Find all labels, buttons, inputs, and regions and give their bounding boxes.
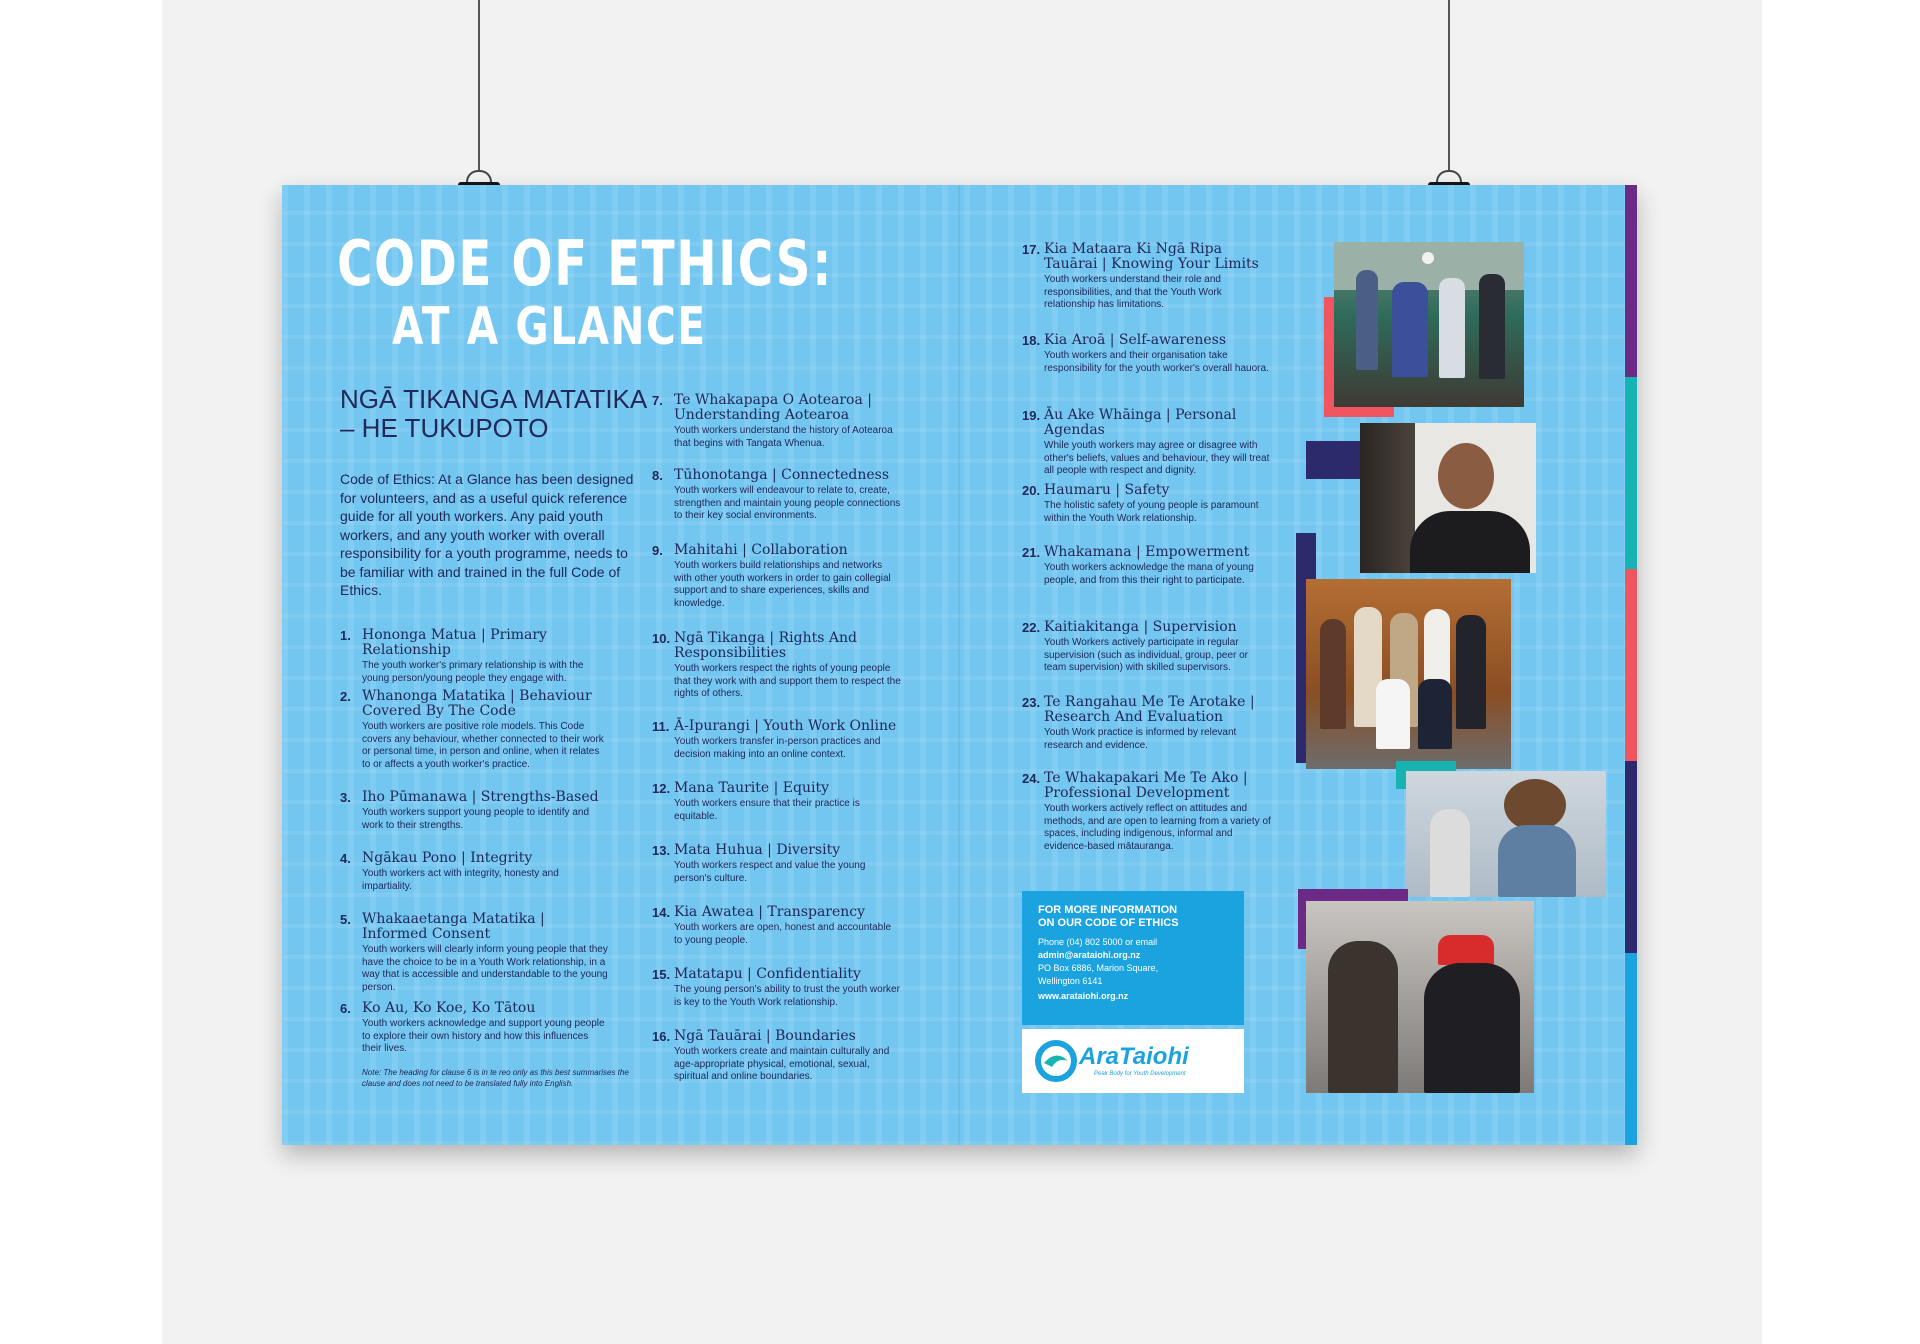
photo-speaker-1 <box>1328 941 1398 1093</box>
clause-description: Youth workers support young people to identify and work to their strengths. <box>362 807 590 831</box>
clause-heading: Matatapu | Confidentiality <box>674 966 861 982</box>
photo-friend-hair <box>1504 779 1566 831</box>
photo-red-cap <box>1438 935 1494 965</box>
edge-bar-coral <box>1625 569 1637 761</box>
clause-description: The young person's ability to trust the youth worker is key to the Youth Work relationship. <box>674 984 900 1008</box>
logo-tagline: Peak Body for Youth Development <box>1094 1071 1186 1077</box>
clause-1 <box>340 628 610 685</box>
accent-navy-1 <box>1306 441 1364 479</box>
clause-heading: Mahitahi | Collaboration <box>674 542 848 558</box>
clause-heading: Hononga Matua | Primary Relationship <box>362 627 547 658</box>
clause-2 <box>340 689 610 771</box>
contact-info-box <box>1022 891 1244 1025</box>
clause-description: Youth workers transfer in-person practices and decision making into an online context. <box>674 736 881 760</box>
clause-number: 13. <box>652 843 671 858</box>
clause-description: While youth workers may agree or disagree with other's beliefs, values and behaviour, they will treat all people with respect and dignity. <box>1044 440 1270 476</box>
clause-7 <box>652 393 902 450</box>
clause-heading: Whakamana | Empowerment <box>1044 544 1250 560</box>
clause-heading: Kia Awatea | Transparency <box>674 904 866 920</box>
clause-number: 4. <box>340 851 351 866</box>
clause-description: The youth worker's primary relationship is with the young person/young people they engage with. <box>362 660 584 684</box>
clause-10 <box>652 631 902 701</box>
clause-13 <box>652 843 902 885</box>
clause-19 <box>1022 408 1272 478</box>
clause-20 <box>1022 483 1272 525</box>
photo-team-group <box>1306 579 1511 769</box>
clause-5 <box>340 912 610 994</box>
clause-17 <box>1022 242 1272 312</box>
clause-number: 20. <box>1022 483 1041 498</box>
clause-6 <box>340 1001 610 1056</box>
clause-number: 17. <box>1022 242 1041 257</box>
clause-heading: Kia Aroā | Self-awareness <box>1044 332 1227 348</box>
clause-8 <box>652 468 902 523</box>
clause-heading: Mana Taurite | Equity <box>674 780 830 796</box>
clause-4 <box>340 851 610 893</box>
subtitle-line1: NGĀ TIKANGA MATATIKA <box>340 384 648 414</box>
poster <box>282 185 1637 1145</box>
clause-heading: Whanonga Matatika | Behaviour Covered By The Code <box>362 688 592 719</box>
photo-face <box>1438 443 1494 509</box>
clause-description: The holistic safety of young people is paramount within the Youth Work relationship. <box>1044 500 1259 524</box>
intro-paragraph: Code of Ethics: At a Glance has been designed for volunteers, and as a useful quick reference guide for all youth workers. Any paid youth workers, and any youth worker with overall responsibility for a youth programme, needs to be familiar with and trained in the full Code of Ethics. <box>340 471 634 598</box>
photo-friend-1 <box>1430 809 1470 897</box>
clause-number: 2. <box>340 689 351 704</box>
photo-friend-2 <box>1498 825 1576 897</box>
clause-heading: Tūhonotanga | Connectedness <box>674 467 890 483</box>
clause-number: 9. <box>652 543 663 558</box>
clause-number: 19. <box>1022 408 1041 423</box>
photo-team-member-1 <box>1320 619 1346 729</box>
clause-heading: Āu Ake Whāinga | Personal Agendas <box>1044 407 1237 438</box>
info-heading-line1: FOR MORE INFORMATION <box>1038 904 1178 916</box>
clause-heading: Ngākau Pono | Integrity <box>362 850 533 866</box>
clause-number: 14. <box>652 905 671 920</box>
clause-number: 6. <box>340 1001 351 1016</box>
clause-description: Youth workers understand their role and responsibilities, and that the Youth Work relationship has limitations. <box>1044 274 1222 310</box>
edge-bar-navy <box>1625 761 1637 953</box>
poster-subtitle <box>340 385 647 443</box>
info-phone: Phone (04) 802 5000 or email <box>1038 937 1158 947</box>
clause-number: 1. <box>340 628 351 643</box>
photo-team-member-5 <box>1456 615 1486 729</box>
clause-18 <box>1022 333 1272 375</box>
clause-number: 7. <box>652 393 663 408</box>
clause-heading: Mata Huhua | Diversity <box>674 842 841 858</box>
clause-number: 12. <box>652 781 671 796</box>
clause-6-note: Note: The heading for clause 6 is in te reo only as this best summarises the clause and does not need to be translated fully into English. <box>362 1068 629 1088</box>
clause-description: Youth workers will endeavour to relate to, create, strengthen and maintain young people connections to their key social environments. <box>674 485 901 521</box>
clause-3 <box>340 790 610 832</box>
clause-number: 16. <box>652 1029 671 1044</box>
clause-description: Youth workers respect the rights of young people that they work with and support them to respect the rights of others. <box>674 663 901 699</box>
clause-description: Youth Work practice is informed by relevant research and evidence. <box>1044 727 1237 751</box>
clause-heading: Iho Pūmanawa | Strengths-Based <box>362 789 599 805</box>
photo-carving <box>1360 423 1415 573</box>
clause-number: 3. <box>340 790 351 805</box>
clause-heading: Te Whakapakari Me Te Ako | Professional Development <box>1044 770 1248 801</box>
info-email[interactable]: admin@arataiohi.org.nz <box>1038 950 1141 960</box>
clause-heading: Te Rangahau Me Te Arotake | Research And Evaluation <box>1044 694 1255 725</box>
clause-number: 24. <box>1022 771 1041 786</box>
clause-heading: Ngā Tauārai | Boundaries <box>674 1028 856 1044</box>
clause-14 <box>652 905 902 947</box>
clause-heading: Haumaru | Safety <box>1044 482 1170 498</box>
clause-description: Youth workers acknowledge the mana of young people, and from this their right to participate. <box>1044 562 1254 586</box>
photo-person-3 <box>1439 278 1465 378</box>
clause-heading: Te Whakapapa O Aotearoa | Understanding Aotearoa <box>674 392 872 423</box>
photo-basketball-group <box>1334 242 1524 407</box>
hanging-string-left <box>478 0 480 172</box>
photo-person-2 <box>1392 282 1428 377</box>
photo-ball <box>1422 252 1434 264</box>
info-website[interactable]: www.arataiohi.org.nz <box>1038 991 1129 1001</box>
info-heading-line2: ON OUR CODE OF ETHICS <box>1038 917 1179 929</box>
clause-12 <box>652 781 902 823</box>
clause-description: Youth workers respect and value the young person's culture. <box>674 860 866 884</box>
clause-description: Youth Workers actively participate in regular supervision (such as individual, group, peer or team supervision) with skilled supervisors. <box>1044 637 1248 673</box>
clause-number: 22. <box>1022 620 1041 635</box>
clause-description: Youth workers ensure that their practice is equitable. <box>674 798 860 822</box>
clause-number: 23. <box>1022 695 1041 710</box>
photo-person-4 <box>1479 274 1505 379</box>
edge-bar-teal <box>1625 377 1637 569</box>
photo-speaker-2 <box>1424 963 1520 1093</box>
poster-title-line1: CODE OF ETHICS: <box>337 227 834 300</box>
wave-logo-icon <box>1034 1039 1078 1083</box>
clause-9 <box>652 543 902 610</box>
photo-shirt <box>1410 511 1530 573</box>
clause-heading: Whakaaetanga Matatika | Informed Consent <box>362 911 545 942</box>
clause-description: Youth workers build relationships and networks with other youth workers in order to gain collegial support and to share experiences, skills and knowledge. <box>674 560 891 609</box>
clause-heading: Ngā Tikanga | Rights And Responsibilities <box>674 630 857 661</box>
clause-number: 18. <box>1022 333 1041 348</box>
info-address-line2: Wellington 6141 <box>1038 976 1103 986</box>
edge-bar-blue <box>1625 953 1637 1145</box>
clause-description: Youth workers and their organisation take responsibility for the youth worker's overall hauora. <box>1044 350 1269 374</box>
hanging-string-right <box>1448 0 1450 172</box>
info-address-line1: PO Box 6886, Marion Square, <box>1038 963 1159 973</box>
clause-23 <box>1022 695 1272 752</box>
photo-man-portrait <box>1360 423 1536 573</box>
clause-16 <box>652 1029 902 1084</box>
clause-24 <box>1022 771 1272 853</box>
edge-bar-purple <box>1625 185 1637 377</box>
subtitle-line2: – HE TUKUPOTO <box>340 413 549 443</box>
clause-number: 5. <box>340 912 351 927</box>
photo-laughing-friends <box>1406 771 1606 897</box>
arataiohi-logo <box>1022 1029 1244 1093</box>
clause-number: 11. <box>652 719 670 734</box>
clause-description: Youth workers create and maintain culturally and age-appropriate physical, emotional, sexual, spiritual and online boundaries. <box>674 1046 890 1082</box>
clause-heading: Ko Au, Ko Koe, Ko Tātou <box>362 1000 536 1016</box>
poster-fold <box>958 185 960 1145</box>
clause-description: Youth workers are positive role models. This Code covers any behaviour, whether connected to their work or personal time, in person and online, when it relates to or affects a youth worker's practice. <box>362 721 604 770</box>
photo-person-1 <box>1356 270 1378 370</box>
photo-team-member-6 <box>1376 679 1410 749</box>
clause-description: Youth workers will clearly inform young people that they have the choice to be in a Youth Work relationship, in a way that is accessible and understandable to the young person. <box>362 944 608 993</box>
clause-description: Youth workers actively reflect on attitudes and methods, and are open to learning from a variety of spaces, including indigenous, informal and evidence-based mātauranga. <box>1044 803 1271 852</box>
clause-description: Youth workers are open, honest and accountable to young people. <box>674 922 892 946</box>
clause-description: Youth workers acknowledge and support young people to explore their own history and how this influences their lives. <box>362 1018 605 1054</box>
clause-heading: Ā-Ipurangi | Youth Work Online <box>674 718 897 734</box>
clause-11 <box>652 719 902 761</box>
clause-number: 21. <box>1022 545 1041 560</box>
poster-title-line2: AT A GLANCE <box>392 297 707 357</box>
clause-number: 15. <box>652 967 671 982</box>
clause-15 <box>652 967 902 1009</box>
clause-heading: Kaitiakitanga | Supervision <box>1044 619 1237 635</box>
clause-21 <box>1022 545 1272 587</box>
photo-conversation <box>1306 901 1534 1093</box>
clause-22 <box>1022 620 1272 675</box>
clause-description: Youth workers act with integrity, honesty and impartiality. <box>362 868 559 892</box>
logo-wordmark: AraTaiohi <box>1079 1043 1189 1070</box>
clause-number: 8. <box>652 468 663 483</box>
clause-description: Youth workers understand the history of Aotearoa that begins with Tangata Whenua. <box>674 425 893 449</box>
clause-heading: Kia Mataara Ki Ngā Ripa Tauārai | Knowing Your Limits <box>1044 241 1259 272</box>
photo-team-member-7 <box>1418 679 1452 749</box>
clause-number: 10. <box>652 631 671 646</box>
